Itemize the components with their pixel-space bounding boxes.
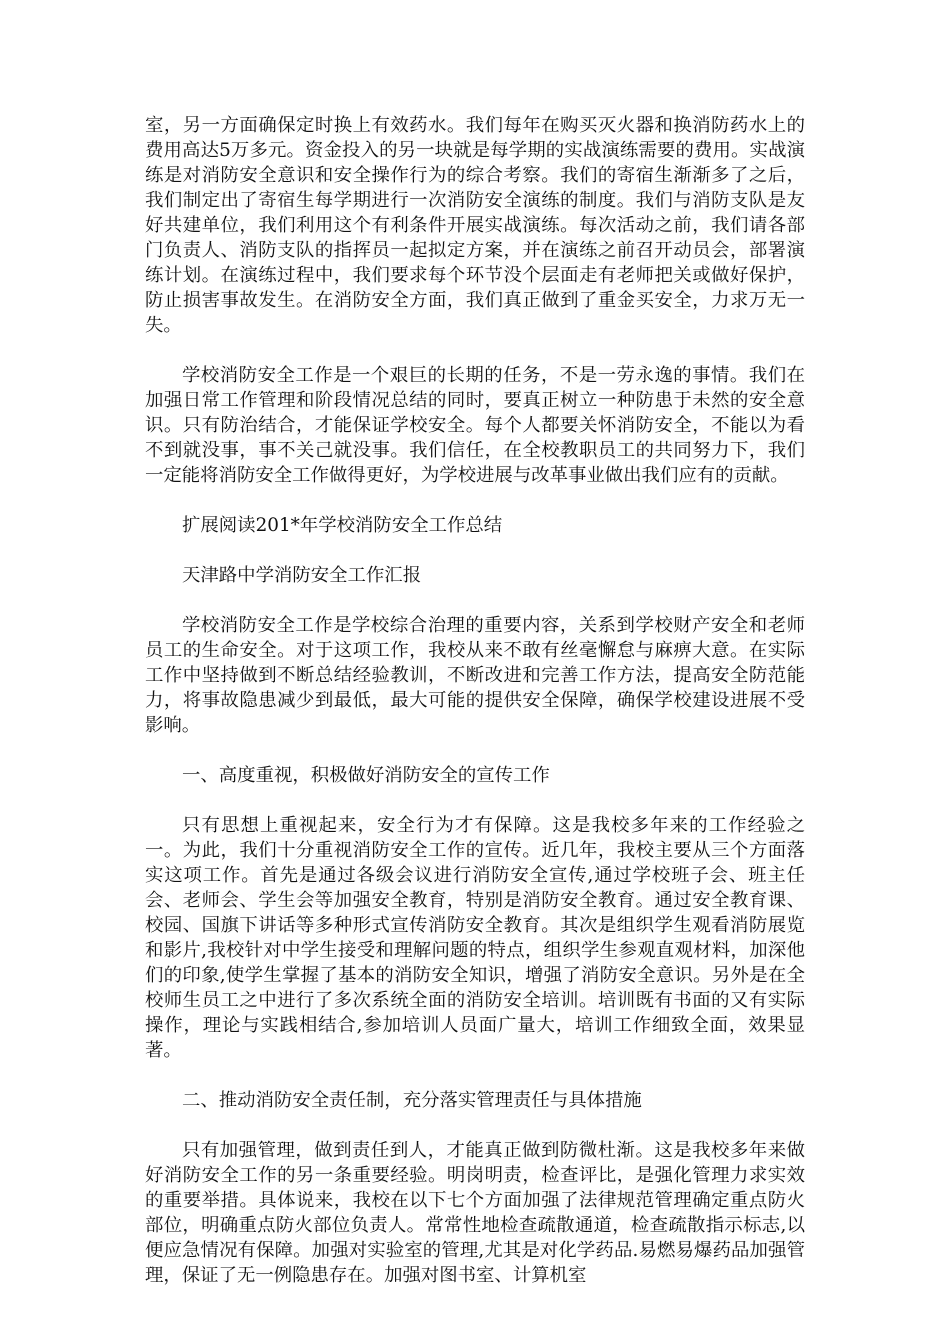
paragraph-management: 只有加强管理，做到责任到人，才能真正做到防微杜渐。这是我校多年来做好消防安全工作的另一条重要经验。明岗明责，检查评比，是强化管理力求实效的重要举措。具体说来，我校在以下七个方面加强了法律规范管理确定重点防火部位，明确重点防火部位负责人。常常性地检查疏散通道，检查疏散指示标志,以便应急情况有保障。加强对实验室的管理,尤其是对化学药品.易燃易爆药品加强管理，保证了无一例隐患存在。加强对图书室、计算机室: [145, 1140, 805, 1286]
paragraph-introduction: 学校消防安全工作是学校综合治理的重要内容，关系到学校财产安全和老师员工的生命安全。对于这项工作，我校从来不敢有丝毫懈怠与麻痹大意。在实际工作中坚持做到不断总结经验教训，不断改进和完善工作方法，提高安全防范能力，将事故隐患减少到最低，最大可能的提供安全保障，确保学校建设进展不受影响。: [145, 615, 805, 736]
paragraph-fire-drill: 室，另一方面确保定时换上有效药水。我们每年在购买灭火器和换消防药水上的费用高达5万多元。资金投入的另一块就是每学期的实战演练需要的费用。实战演练是对消防安全意识和安全操作行为的综合考察。我们的寄宿生渐渐多了之后，我们制定出了寄宿生每学期进行一次消防安全演练的制度。我们与消防支队是友好共建单位，我们利用这个有利条件开展实战演练。每次活动之前，我们请各部门负责人、消防支队的指挥员一起拟定方案，并在演练之前召开动员会，部署演练计划。在演练过程中，我们要求每个环节没个层面走有老师把关或做好保护，防止损害事故发生。在消防安全方面，我们真正做到了重金买安全，力求万无一失。: [145, 115, 805, 336]
document-body: [145, 113, 805, 1288]
paragraph-publicity: 只有思想上重视起来，安全行为才有保障。这是我校多年来的工作经验之一。为此，我们十分重视消防安全工作的宣传。近几年，我校主要从三个方面落实这项工作。首先是通过各级会议进行消防安全宣传,通过学校班子会、班主任会、老师会、学生会等加强安全教育，特别是消防安全教育。通过安全教育课、校园、国旗下讲话等多种形式宣传消防安全教育。其次是组织学生观看消防展览和影片,我校针对中学生接受和理解问题的特点，组织学生参观直观材料，加深他们的印象,使学生掌握了基本的消防安全知识，增强了消防安全意识。另外是在全校师生员工之中进行了多次系统全面的消防安全培训。培训既有书面的又有实际操作，理论与实践相结合,参加培训人员面广量大，培训工作细致全面，效果显著。: [145, 815, 805, 1061]
paragraph-conclusion: 学校消防安全工作是一个艰巨的长期的任务，不是一劳永逸的事情。我们在加强日常工作管理和阶段情况总结的同时，要真正树立一种防患于未然的安全意识。只有防治结合，才能保证学校安全。每个人都要关怀消防安全，不能以为看不到就没事，事不关己就没事。我们信任，在全校教职员工的共同努力下，我们一定能将消防安全工作做得更好，为学校进展与改革事业做出我们应有的贡献。: [145, 365, 805, 486]
extended-reading-heading: 扩展阅读201*年学校消防安全工作总结: [182, 515, 503, 536]
report-title: 天津路中学消防安全工作汇报: [182, 565, 422, 586]
section-heading-2: 二、推动消防安全责任制，充分落实管理责任与具体措施: [182, 1090, 642, 1111]
section-heading-1: 一、高度重视，积极做好消防安全的宣传工作: [182, 765, 550, 786]
